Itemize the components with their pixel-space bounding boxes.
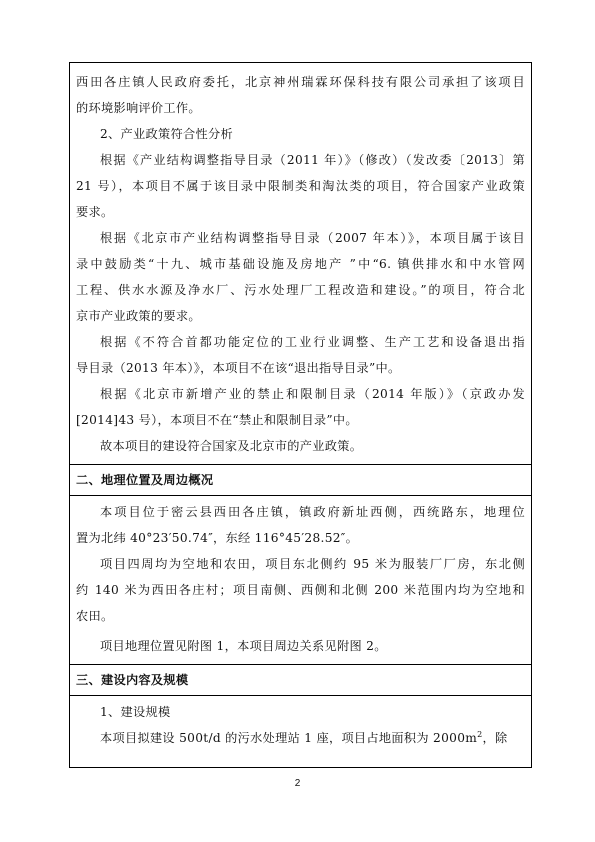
page-number: 2: [294, 778, 301, 789]
text-line-main: 本项目拟建设 500t/d 的污水处理站 1 座，项目占地面积为 2000m: [100, 731, 478, 745]
text-line: [100, 730, 525, 746]
text-line: 故本项目的建设符合国家及北京市的产业政策。: [100, 439, 363, 453]
section-heading: 三、建设内容及规模: [76, 673, 189, 687]
text-line: 21 号），本项目不属于该目录中限制类和淘汰类的项目，符合国家产业政策: [76, 179, 525, 193]
superscript: 2: [477, 729, 483, 739]
text-line: 录中鼓励类“十九、城市基础设施及房地产 ”中“6. 镇供排水和中水管网: [76, 257, 525, 271]
text-line: 本项目位于密云县西田各庄镇，镇政府新址西侧，西统路东，地理位: [100, 505, 525, 519]
text-line: 要求。: [76, 205, 114, 219]
table-rule: [70, 464, 531, 465]
text-line: 根据《产业结构调整指导目录（2011 年）》（修改）（发改委〔2013〕第: [100, 153, 525, 167]
text-line: 京市产业政策的要求。: [76, 309, 201, 323]
table-rule: [70, 664, 531, 665]
text-line: 农田。: [76, 609, 114, 623]
text-line: [2014]43 号），本项目不在“禁止和限制目录”中。: [76, 413, 358, 427]
subheading: 2、产业政策符合性分析: [100, 127, 233, 141]
text-line: 西田各庄镇人民政府委托，北京神州瑞霖环保科技有限公司承担了该项目: [76, 75, 525, 89]
text-line: 的环境影响评价工作。: [76, 101, 201, 115]
section-heading: 二、地理位置及周边概况: [76, 473, 214, 487]
text-line: 置为北纬 40°23′50.74″，东经 116°45′28.52″。: [76, 531, 359, 545]
subheading: 1、建设规模: [100, 705, 171, 719]
text-line-tail: ，除: [482, 731, 508, 745]
table-rule: [70, 695, 531, 696]
text-line: 项目四周均为空地和农田，项目东北侧约 95 米为服装厂厂房，东北侧: [100, 557, 525, 571]
text-line: 约 140 米为西田各庄村；项目南侧、西侧和北侧 200 米范围内均为空地和: [76, 583, 525, 597]
text-line: 根据《北京市产业结构调整指导目录（2007 年本）》，本项目属于该目: [100, 231, 525, 245]
report-table: [69, 62, 532, 768]
table-rule: [70, 495, 531, 496]
text-line: 根据《不符合首都功能定位的工业行业调整、生产工艺和设备退出指: [100, 335, 525, 349]
text-line: 项目地理位置见附图 1，本项目周边关系见附图 2。: [100, 639, 387, 653]
text-line: 工程、供水水源及净水厂、污水处理厂工程改造和建设。”的项目，符合北: [76, 283, 525, 297]
text-line: 根据《北京市新增产业的禁止和限制目录（2014 年版）》（京政办发: [100, 387, 525, 401]
text-line: 导目录（2013 年本）》，本项目不在该“退出指导目录”中。: [76, 361, 401, 375]
